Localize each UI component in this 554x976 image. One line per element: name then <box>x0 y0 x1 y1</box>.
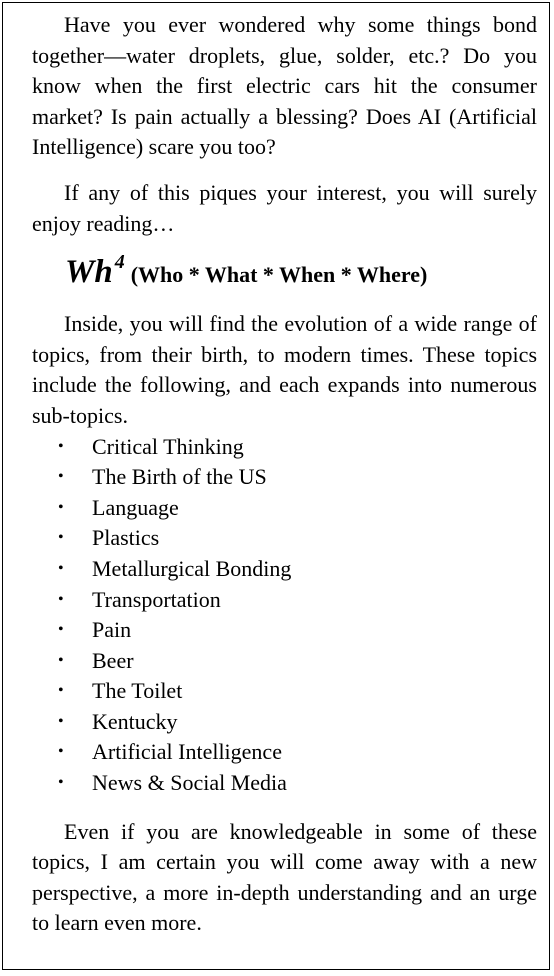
topic-label: News & Social Media <box>92 770 287 796</box>
inside-paragraph: Inside, you will find the evolution of a wide range of topics, from their birth, to modern times. These topics include the following, and each expands into numerous sub-topics. <box>32 311 537 428</box>
list-item <box>32 615 537 646</box>
bullet-icon: • <box>58 590 64 608</box>
topic-label: The Toilet <box>92 678 183 704</box>
closing-paragraph: Even if you are knowledgeable in some of these topics, I am certain you will come away with a new perspective, a more in-depth understanding and an urge to learn even more. <box>32 818 537 936</box>
bullet-icon: • <box>58 774 64 792</box>
topic-label: Language <box>92 494 179 520</box>
interest-paragraph: If any of this piques your interest, you will surely enjoy reading… <box>32 179 537 236</box>
bullet-icon: • <box>58 437 64 455</box>
list-item <box>32 554 537 585</box>
list-item <box>32 707 537 738</box>
bullet-icon: • <box>58 498 64 516</box>
list-item <box>32 585 537 616</box>
list-item <box>32 646 537 677</box>
list-item <box>32 462 537 493</box>
book-blurb-page <box>2 2 550 970</box>
topic-label: Kentucky <box>92 708 178 734</box>
list-item <box>32 676 537 707</box>
topic-label: Pain <box>92 617 132 643</box>
topic-label: Plastics <box>92 525 160 551</box>
bullet-icon: • <box>58 651 64 669</box>
bullet-icon: • <box>58 682 64 700</box>
list-item <box>32 737 537 768</box>
intro-paragraph: Have you ever wondered why some things bond together—water droplets, glue, solder, etc.? Do you know when the first electric cars hit the consumer market? Is pain actually a blessing? Does AI (Artificial Intelligence) scare you too? <box>32 12 537 160</box>
bullet-icon: • <box>58 559 64 577</box>
list-item <box>32 768 537 799</box>
bullet-icon: • <box>58 743 64 761</box>
list-item <box>32 432 537 463</box>
title-main: Wh <box>65 254 113 291</box>
bullet-icon: • <box>58 621 64 639</box>
topic-list <box>32 432 537 799</box>
bullet-icon: • <box>58 468 64 486</box>
topic-label: Transportation <box>92 586 221 612</box>
blurb-content <box>32 10 537 939</box>
book-title <box>65 251 537 292</box>
list-item <box>32 523 537 554</box>
topic-label: Metallurgical Bonding <box>92 555 292 581</box>
title-subtitle: (Who * What * When * Where) <box>130 262 428 288</box>
topic-label: Beer <box>92 647 134 673</box>
bullet-icon: • <box>58 529 64 547</box>
list-item <box>32 493 537 524</box>
topic-label: Critical Thinking <box>92 433 244 459</box>
topic-label: The Birth of the US <box>92 464 267 490</box>
bullet-icon: • <box>58 712 64 730</box>
title-superscript: 4 <box>114 251 125 274</box>
topic-label: Artificial Intelligence <box>92 739 282 765</box>
